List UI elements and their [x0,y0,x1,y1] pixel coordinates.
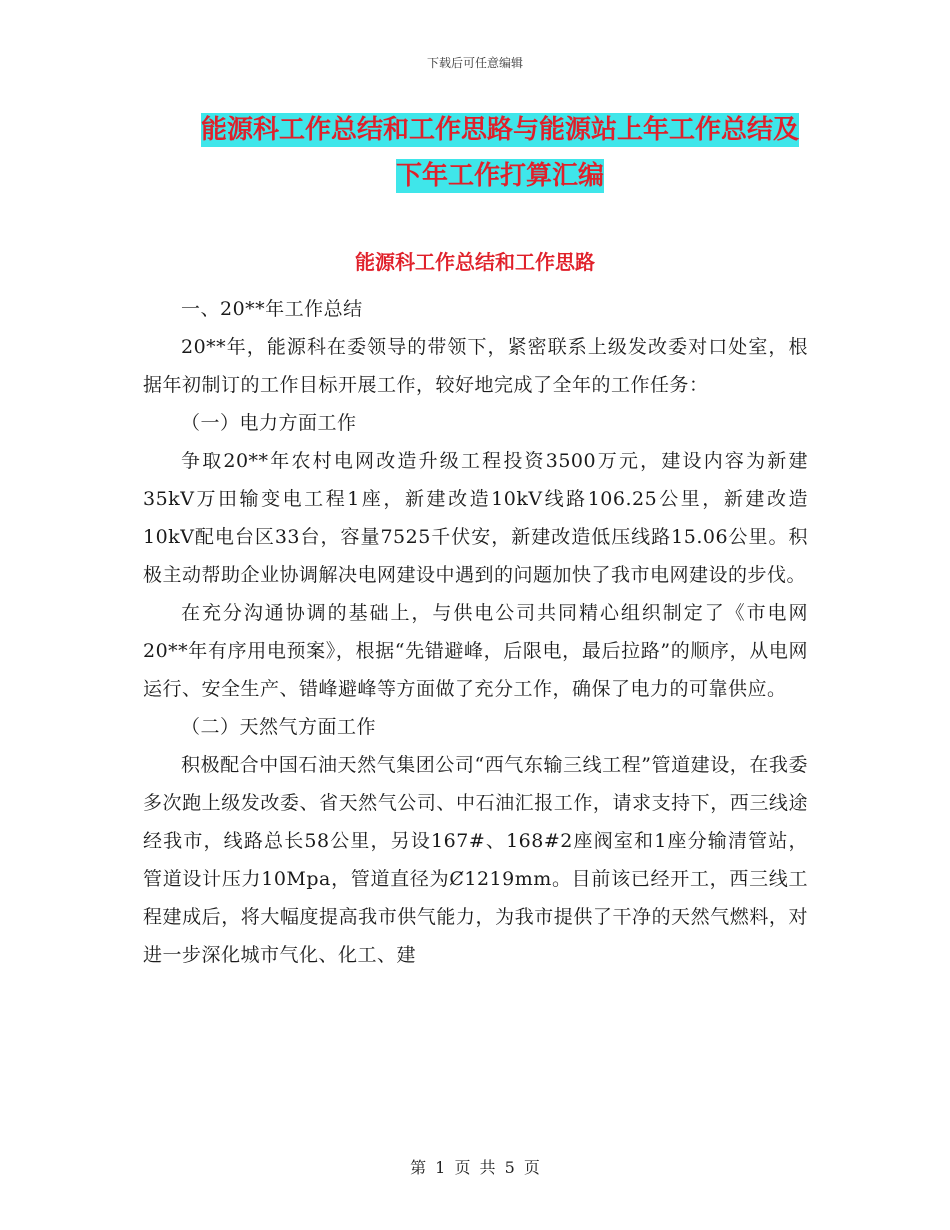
heading-work-summary: 一、20**年工作总结 [181,298,363,320]
paragraph-intro: 20**年，能源科在委领导的带领下，紧密联系上级发改委对口处室，根据年初制订的工作目标开展工作，较好地完成了全年的工作任务： [143,336,808,396]
document-title-line-2-text: 下年工作打算汇编 [395,161,604,191]
paragraph-power-grid: 争取20**年农村电网改造升级工程投资3500万元，建设内容为新建35kV万田输变电工程1座，新建改造10kV线路106.25公里，新建改造10kV配电台区33台，容量7525千伏安，新建改造低压线路15.06公里。积极主动帮助企业协调解决电网建设中遇到的问题加快了我市电网建设的步伐。 [143,450,808,586]
document-body [143,290,808,974]
subheading-gas-work: （二）天然气方面工作 [181,716,377,738]
paragraph-gas-pipeline: 积极配合中国石油天然气集团公司“西气东输三线工程”管道建设，在我委多次跑上级发改委、省天然气公司、中石油汇报工作，请求支持下，西三线途经我市，线路总长58公里，另设167#、168#2座阀室和1座分输清管站，管道设计压力10Mpa，管道直径为Ȼ1219mm。目前该已经开工，西三线工程建成后，将大幅度提高我市供气能力，为我市提供了干净的天然气燃料，对进一步深化城市气化、化工、建 [143,754,808,966]
page-footer: 第 1 页 共 5 页 [410,1158,540,1177]
document-title-line-2 [140,150,860,202]
document-title-line-1-text: 能源科工作总结和工作思路与能源站上年工作总结及 [200,115,799,145]
page-header-note: 下载后可任意编辑 [426,56,523,70]
document-title-line-1 [140,104,860,156]
section-title: 能源科工作总结和工作思路 [355,250,595,274]
paragraph-power-plan: 在充分沟通协调的基础上，与供电公司共同精心组织制定了《市电网20**年有序用电预案》，根据“先错避峰，后限电，最后拉路”的顺序，从电网运行、安全生产、错峰避峰等方面做了充分工作，确保了电力的可靠供应。 [143,602,808,700]
subheading-power-work: （一）电力方面工作 [181,412,357,434]
